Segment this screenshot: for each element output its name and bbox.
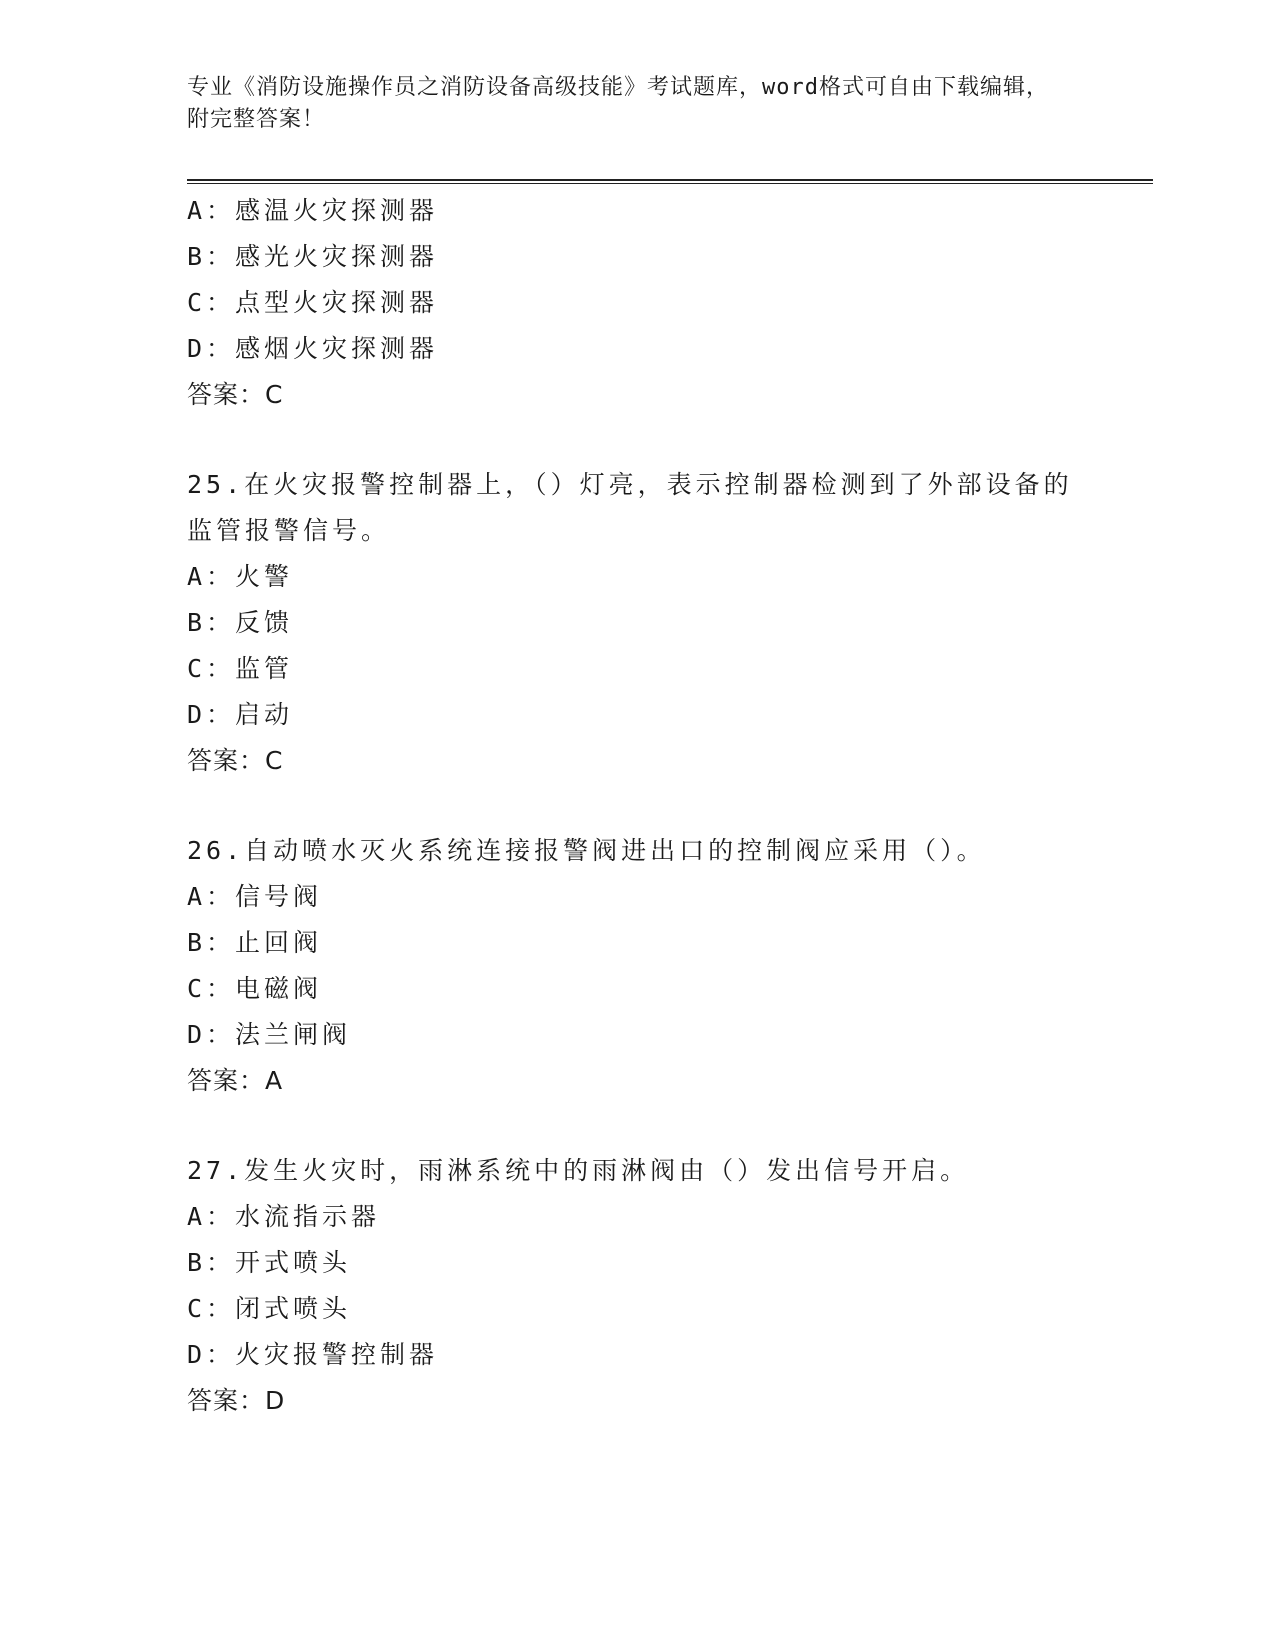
option-c: C：监管 [187, 654, 294, 683]
option-b: B：开式喷头 [187, 1248, 352, 1277]
question-text-line1: 25.在火灾报警控制器上，（）灯亮，表示控制器检测到了外部设备的 [187, 470, 1073, 499]
question-text-line2: 监管报警信号。 [187, 516, 391, 545]
question-26 [187, 828, 1153, 1104]
option-d: D：启动 [187, 700, 294, 729]
option-a: A：水流指示器 [187, 1202, 381, 1231]
answer: 答案：C [187, 380, 284, 409]
question-text: 26.自动喷水灭火系统连接报警阀进出口的控制阀应采用（）。 [187, 836, 986, 865]
answer: 答案：A [187, 1066, 284, 1095]
option-b: B：止回阀 [187, 928, 323, 957]
answer: 答案：D [187, 1386, 286, 1415]
option-d: D：法兰闸阀 [187, 1020, 352, 1049]
option-c: C：闭式喷头 [187, 1294, 352, 1323]
option-a: A：火警 [187, 562, 294, 591]
header-rule-thin [187, 183, 1153, 184]
option-c: C：电磁阀 [187, 974, 323, 1003]
option-a: A：感温火灾探测器 [187, 196, 439, 225]
header-rule-thick [187, 179, 1153, 181]
option-b: B：反馈 [187, 608, 294, 637]
option-b: B：感光火灾探测器 [187, 242, 439, 271]
question-27 [187, 1148, 1153, 1424]
question-24 [187, 188, 1153, 418]
question-text: 27.发生火灾时，雨淋系统中的雨淋阀由（）发出信号开启。 [187, 1156, 970, 1185]
option-a: A：信号阀 [187, 882, 323, 911]
question-list [187, 188, 1153, 1424]
option-d: D：火灾报警控制器 [187, 1340, 439, 1369]
question-25 [187, 462, 1153, 784]
option-d: D：感烟火灾探测器 [187, 334, 439, 363]
option-c: C：点型火灾探测器 [187, 288, 439, 317]
document-header: 专业《消防设施操作员之消防设备高级技能》考试题库，word格式可自由下载编辑，附完整答案！ [187, 75, 1049, 132]
answer: 答案：C [187, 746, 284, 775]
